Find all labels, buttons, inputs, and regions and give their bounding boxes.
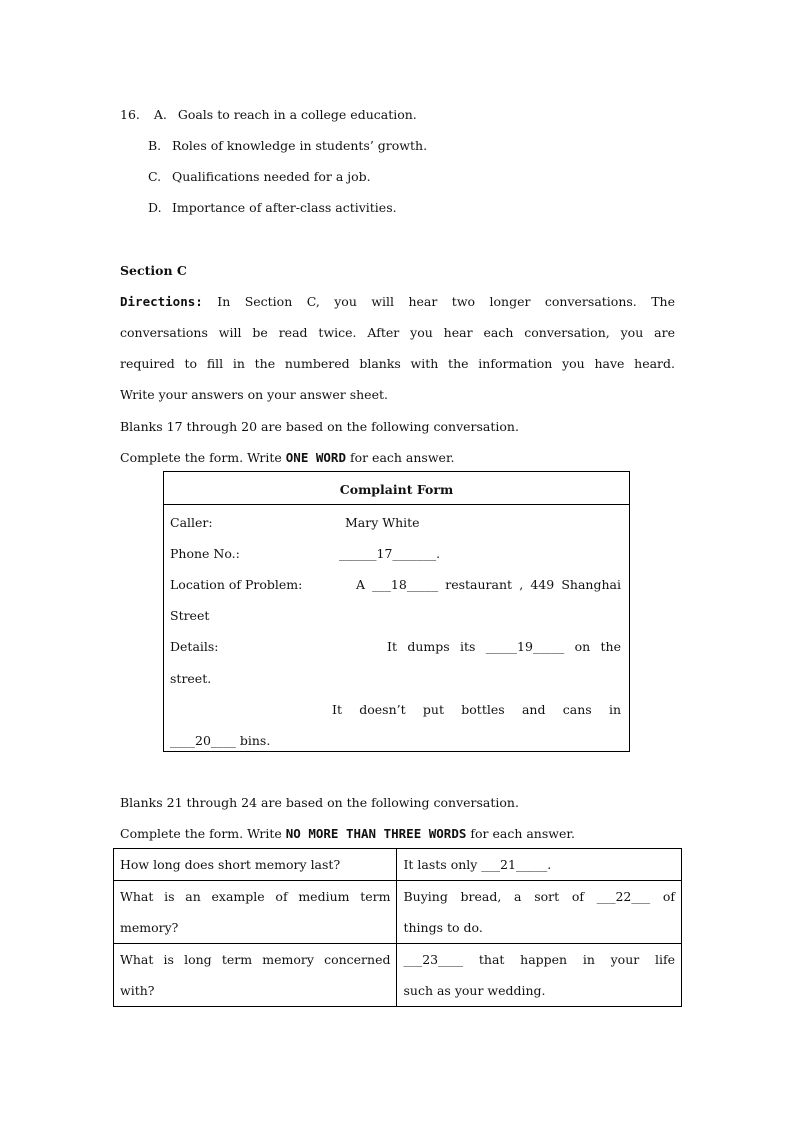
- directions-line-4: Write your answers on your answer sheet.: [120, 387, 388, 402]
- location-continued: Street: [170, 608, 210, 623]
- instruction-pre: Complete the form. Write: [120, 826, 286, 841]
- question-text: What is an example of medium term: [120, 889, 391, 904]
- location-blank-18: A ___18_____ restaurant , 449 Shanghai: [356, 577, 621, 592]
- memory-table: [113, 848, 682, 1007]
- instruction-pre: Complete the form. Write: [120, 450, 286, 465]
- directions-text: In Section C, you will hear two longer conversations. The: [217, 294, 675, 309]
- answer-text-cont: things to do.: [403, 920, 483, 935]
- details-line-2: It doesn’t put bottles and cans in: [332, 702, 621, 717]
- directions-line-2: conversations will be read twice. After you hear each conversation, you are: [120, 325, 675, 340]
- answer-blank-23: ___23____ that happen in your life: [403, 952, 675, 967]
- answer-cell: [397, 849, 682, 881]
- question-16-option-c: [148, 169, 371, 184]
- answer-cell: [397, 944, 682, 1007]
- details-blank-20: ____20____ bins.: [170, 733, 271, 748]
- part2-intro: Blanks 21 through 24 are based on the following conversation.: [120, 795, 519, 810]
- directions-line-1: [120, 294, 675, 309]
- option-label: C.: [148, 169, 162, 184]
- details-continued: street.: [170, 671, 212, 686]
- instruction-post: for each answer.: [345, 450, 455, 465]
- question-number: 16.: [120, 107, 140, 122]
- answer-cell: [397, 881, 682, 944]
- details-blank-19: It dumps its _____19_____ on the: [387, 639, 621, 654]
- table-row: [114, 944, 682, 1007]
- question-text: How long does short memory last?: [120, 857, 341, 872]
- location-label: Location of Problem:: [170, 577, 303, 592]
- question-16-option-a: [120, 107, 417, 122]
- question-cell: [114, 944, 397, 1007]
- question-text-cont: with?: [120, 983, 155, 998]
- option-text: Importance of after-class activities.: [171, 200, 397, 215]
- question-cell: [114, 881, 397, 944]
- directions-label: Directions:: [120, 294, 203, 309]
- instruction-word-limit: NO MORE THAN THREE WORDS: [285, 826, 467, 841]
- option-text: Goals to reach in a college education.: [177, 107, 417, 122]
- option-label: A.: [153, 107, 167, 122]
- question-cell: [114, 849, 397, 881]
- directions-line-3: required to fill in the numbered blanks with the information you have heard.: [120, 356, 675, 371]
- complaint-form: [163, 471, 630, 752]
- option-label: B.: [148, 138, 162, 153]
- question-16-option-b: [148, 138, 427, 153]
- question-text: What is long term memory concerned: [120, 952, 391, 967]
- answer-text-cont: such as your wedding.: [403, 983, 546, 998]
- part1-instruction: [120, 450, 455, 465]
- instruction-word-limit: ONE WORD: [285, 450, 346, 465]
- form-title-text: Complaint Form: [339, 482, 454, 497]
- answer-blank-22: Buying bread, a sort of ___22___ of: [403, 889, 675, 904]
- question-text-cont: memory?: [120, 920, 179, 935]
- table-row: [114, 881, 682, 944]
- part1-intro: Blanks 17 through 20 are based on the following conversation.: [120, 419, 519, 434]
- phone-label: Phone No.:: [170, 546, 240, 561]
- answer-blank-21: It lasts only ___21_____.: [403, 857, 552, 872]
- option-label: D.: [148, 200, 162, 215]
- instruction-post: for each answer.: [466, 826, 575, 841]
- phone-blank-17: ______17_______.: [339, 546, 441, 561]
- option-text: Qualifications needed for a job.: [171, 169, 371, 184]
- option-text: Roles of knowledge in students’ growth.: [171, 138, 428, 153]
- caller-label: Caller:: [170, 515, 213, 530]
- section-heading: Section C: [120, 263, 187, 278]
- caller-value: Mary White: [345, 515, 420, 530]
- question-16-option-d: [148, 200, 397, 215]
- part2-instruction: [120, 826, 575, 841]
- table-row: [114, 849, 682, 881]
- form-title: [164, 472, 629, 505]
- details-label: Details:: [170, 639, 219, 654]
